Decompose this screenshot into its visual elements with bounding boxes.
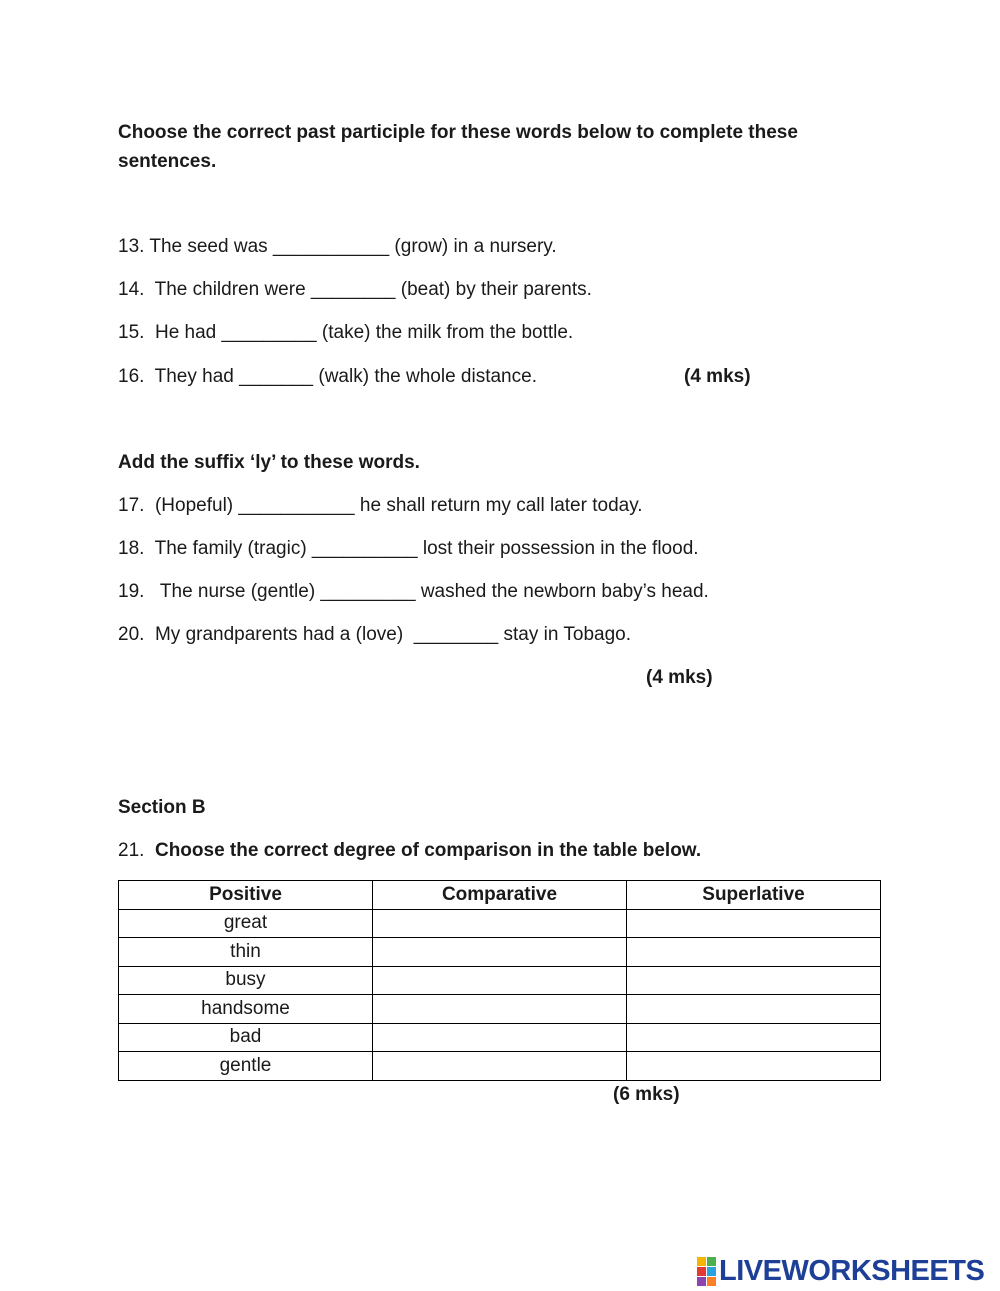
comparative-answer-cell[interactable] <box>373 995 627 1024</box>
positive-cell: gentle <box>119 1052 373 1081</box>
question-13: 13. The seed was ___________ (grow) in a nursery. <box>118 236 557 257</box>
header-superlative: Superlative <box>627 881 881 910</box>
table-row <box>119 909 881 938</box>
question-14: 14. The children were ________ (beat) by their parents. <box>118 279 592 300</box>
comparative-answer-cell[interactable] <box>373 1023 627 1052</box>
table-row <box>119 1052 881 1081</box>
comparative-answer-cell[interactable] <box>373 909 627 938</box>
superlative-answer-cell[interactable] <box>627 1023 881 1052</box>
question-19: 19. The nurse (gentle) _________ washed the newborn baby’s head. <box>118 581 709 602</box>
positive-cell: thin <box>119 938 373 967</box>
instruction-suffix: Add the suffix ‘ly’ to these words. <box>118 452 420 473</box>
comparative-answer-cell[interactable] <box>373 966 627 995</box>
table-row <box>119 938 881 967</box>
header-positive: Positive <box>119 881 373 910</box>
section-b-heading: Section B <box>118 797 206 818</box>
comparison-table <box>118 880 881 1081</box>
question-21-number: 21. <box>118 840 145 861</box>
superlative-answer-cell[interactable] <box>627 995 881 1024</box>
superlative-answer-cell[interactable] <box>627 966 881 995</box>
question-20: 20. My grandparents had a (love) ________ stay in Tobago. <box>118 624 631 645</box>
positive-cell: handsome <box>119 995 373 1024</box>
question-17: 17. (Hopeful) ___________ he shall return my call later today. <box>118 495 643 516</box>
question-18: 18. The family (tragic) __________ lost their possession in the flood. <box>118 538 699 559</box>
question-15: 15. He had _________ (take) the milk from the bottle. <box>118 322 574 343</box>
marks-part-a: (4 mks) <box>684 366 751 387</box>
table-row <box>119 966 881 995</box>
instruction-past-participle: Choose the correct past participle for these words below to complete these sentences. <box>118 122 798 172</box>
superlative-answer-cell[interactable] <box>627 938 881 967</box>
logo-blocks-icon <box>697 1257 716 1286</box>
question-21 <box>118 840 701 862</box>
table-header-row <box>119 881 881 910</box>
positive-cell: busy <box>119 966 373 995</box>
positive-cell: great <box>119 909 373 938</box>
positive-cell: bad <box>119 1023 373 1052</box>
question-16: 16. They had _______ (walk) the whole distance. <box>118 366 537 387</box>
superlative-answer-cell[interactable] <box>627 1052 881 1081</box>
comparative-answer-cell[interactable] <box>373 1052 627 1081</box>
table-row <box>119 995 881 1024</box>
liveworksheets-logo[interactable] <box>697 1255 984 1287</box>
marks-part-b: (4 mks) <box>646 667 713 688</box>
marks-section-b: (6 mks) <box>613 1084 680 1105</box>
question-21-text: Choose the correct degree of comparison in the table below. <box>154 840 702 861</box>
table-row <box>119 1023 881 1052</box>
comparative-answer-cell[interactable] <box>373 938 627 967</box>
logo-text: LIVEWORKSHEETS <box>719 1254 985 1287</box>
header-comparative: Comparative <box>373 881 627 910</box>
superlative-answer-cell[interactable] <box>627 909 881 938</box>
